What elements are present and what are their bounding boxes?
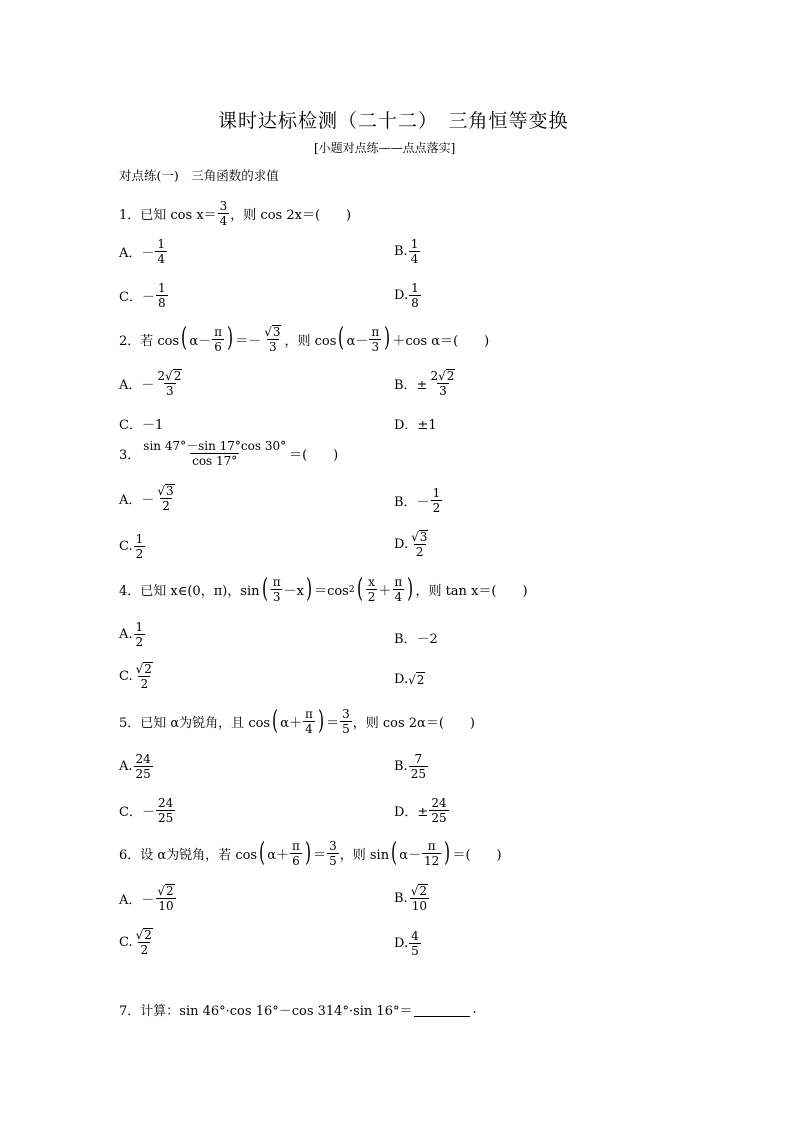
q1-option-d[interactable]: D. $\frac{1}{8}$	[394, 281, 419, 310]
q2-option-b[interactable]: B．± 2 √ 2 3	[394, 369, 455, 398]
question-3: 3． $\frac{\sin 47^\circ-\sin 17^\circ\cos 30^\circ}{\cos 17^\circ}$ ＝( )	[119, 439, 339, 468]
question-1-rest: ，则 cos 2x＝( )	[230, 208, 352, 223]
q5-option-c[interactable]: C．－ $\frac{24}{25}$	[119, 796, 174, 825]
answer-blank[interactable]	[414, 1002, 470, 1017]
q6-option-a[interactable]: A．－ √ 2 10	[119, 884, 174, 913]
q4-option-a[interactable]: A. $\frac{1}{2}$	[119, 620, 144, 649]
q6-option-d[interactable]: D. $\frac{4}{5}$	[394, 929, 419, 958]
q3-option-b[interactable]: B．－ $\frac{1}{2}$	[394, 486, 441, 515]
question-6: 6．设 α为锐角，若 cos ( α＋ $\frac{\pi}{6}$ ) ＝ $\frac{3}{5}$ ，则 sin ( α－ $\frac{\pi}{12}$ ) ＝( )	[119, 837, 502, 868]
q3-option-d[interactable]: D. √ 3 2	[394, 530, 428, 559]
q4-option-d[interactable]: D. √ 2	[394, 672, 425, 687]
q5-option-d[interactable]: D．± $\frac{24}{25}$	[394, 796, 447, 825]
q5-option-a[interactable]: A. $\frac{24}{25}$	[119, 752, 151, 781]
q3-option-c[interactable]: C. $\frac{1}{2}$	[119, 532, 144, 561]
q6-option-c[interactable]: C. √ 2 2	[119, 928, 152, 957]
question-4: 4．已知 x∈(0，π)，sin ( $\frac{\pi}{3}$ －x ) ＝cos 2 ( $\frac{x}{2}$ ＋ $\frac{\pi}{4}$ ) ，则 tan x＝( )	[119, 573, 528, 604]
question-5: 5．已知 α为锐角，且 cos ( α＋ $\frac{\pi}{4}$ ) ＝ $\frac{3}{5}$ ，则 cos 2α＝( )	[119, 705, 475, 736]
fraction: $\frac{3}{4}$	[219, 199, 228, 228]
question-1	[119, 200, 351, 227]
q2-option-a[interactable]: A．－ 2 √ 2 3	[119, 369, 182, 398]
q4-option-b[interactable]: B．－2	[394, 632, 438, 647]
q5-option-b[interactable]: B. $\frac{7}{25}$	[394, 752, 426, 781]
q2-option-d[interactable]: D．±1	[394, 418, 437, 433]
q3-option-a[interactable]: A．－ √ 3 2	[119, 484, 174, 513]
q6-option-b[interactable]: B. √ 2 10	[394, 884, 427, 913]
q1-option-a[interactable]: A．－ $\frac{1}{4}$	[119, 237, 166, 266]
page-subtitle: [小题对点练——点点落实]	[314, 141, 456, 155]
q1-option-b[interactable]: B. $\frac{1}{4}$	[394, 237, 419, 266]
page-title: 课时达标检测（二十二） 三角恒等变换	[218, 110, 569, 132]
question-2: 2．若 cos ( α－ $\frac{\pi}{6}$ ) ＝－ √ 3 3 ，则 cos ( α－ $\frac{\pi}{3}$ ) ＋cos α＝( )	[119, 323, 490, 354]
q2-option-c[interactable]: C．－1	[119, 418, 164, 433]
section-heading: 对点练(一) 三角函数的求值	[119, 168, 279, 183]
q4-option-c[interactable]: C. √ 2 2	[119, 662, 152, 691]
question-1-stem: 1．已知 cos x＝	[119, 208, 217, 223]
q1-option-c[interactable]: C．－ $\frac{1}{8}$	[119, 281, 166, 310]
question-7: 7．计算：sin 46°·cos 16°－cos 314°·sin 16°＝ .	[119, 1002, 477, 1019]
